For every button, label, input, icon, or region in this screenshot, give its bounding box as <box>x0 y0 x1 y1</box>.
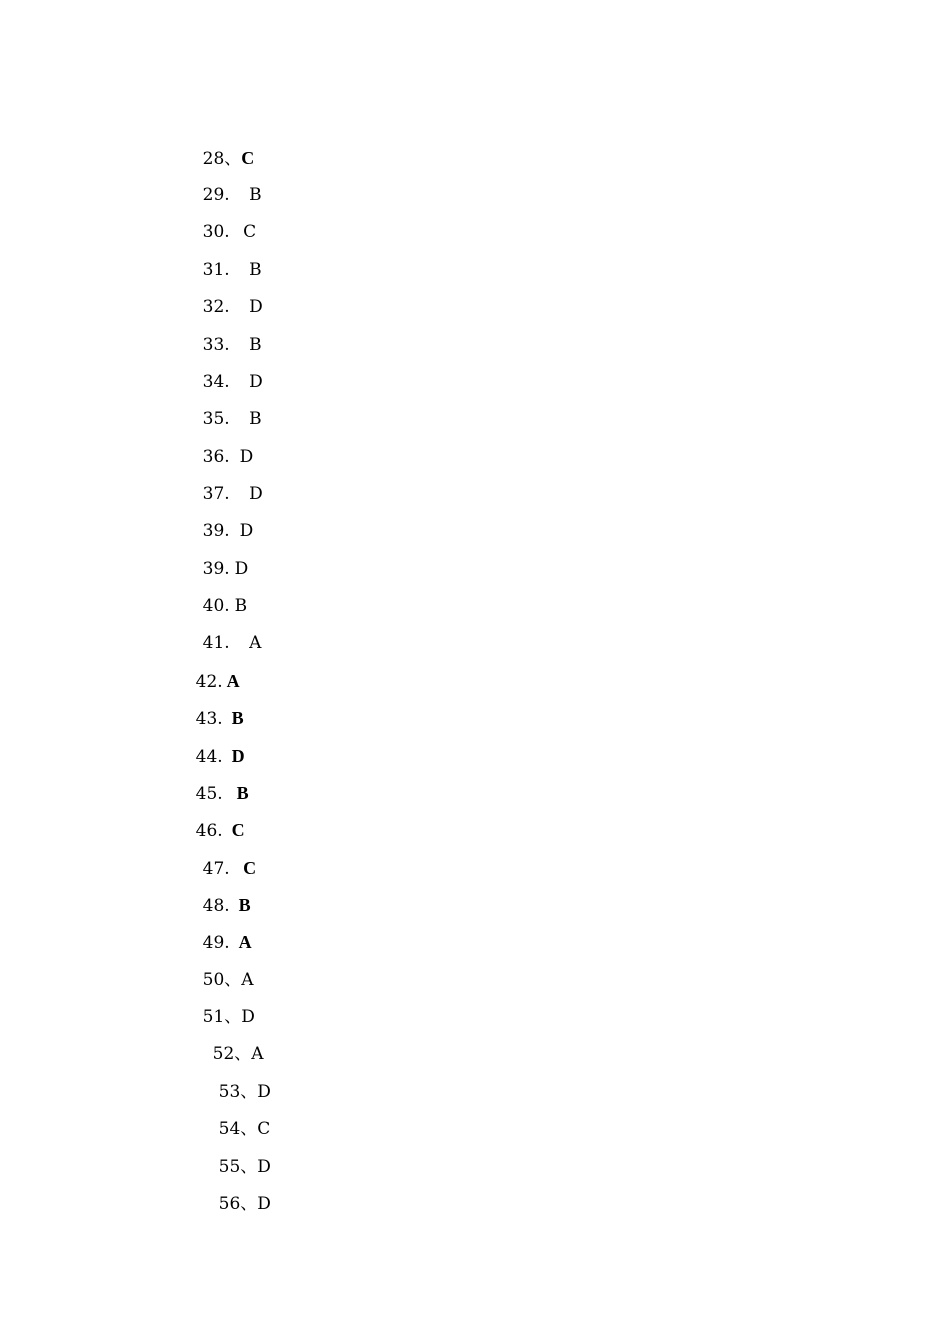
separator: . <box>224 447 230 467</box>
question-number: 34 <box>202 372 225 392</box>
question-number: 41 <box>202 633 225 653</box>
question-number: 42 <box>195 672 218 692</box>
separator: . <box>217 784 223 804</box>
answer-letter: C <box>257 1119 271 1139</box>
question-number: 53 <box>218 1082 241 1102</box>
answer-letter: B <box>249 260 262 280</box>
answer-line-42 <box>174 645 240 692</box>
separator: . <box>224 521 230 541</box>
question-number: 50 <box>202 970 225 990</box>
answer-letter: B <box>231 708 244 728</box>
question-number: 45 <box>195 784 218 804</box>
separator: 、 <box>240 1119 258 1139</box>
answer-line-31 <box>181 234 262 280</box>
separator: . <box>217 709 223 729</box>
answer-line-51 <box>181 981 255 1027</box>
question-number: 51 <box>202 1007 225 1027</box>
answer-line-49 <box>181 906 252 953</box>
answer-letter: C <box>243 858 257 878</box>
answer-line-45 <box>174 757 249 804</box>
separator: . <box>224 896 230 916</box>
separator: . <box>224 596 230 616</box>
answer-letter: D <box>234 559 249 579</box>
separator: . <box>224 484 236 504</box>
answer-letter: B <box>236 783 249 803</box>
separator: . <box>224 372 236 392</box>
question-number: 55 <box>218 1157 241 1177</box>
answer-line-47 <box>181 832 257 879</box>
question-number: 29 <box>202 185 225 205</box>
question-number: 33 <box>202 335 225 355</box>
separator: 、 <box>224 149 242 169</box>
answer-line-32 <box>181 271 263 317</box>
answer-line-46 <box>174 794 245 841</box>
question-number: 43 <box>195 709 218 729</box>
separator: . <box>224 559 230 579</box>
question-number: 49 <box>202 933 225 953</box>
answer-letter: D <box>249 372 263 392</box>
answer-letter: D <box>241 1007 255 1027</box>
answer-letter: D <box>257 1157 271 1177</box>
answer-letter: D <box>239 521 254 541</box>
answer-line-29 <box>181 159 262 205</box>
question-number: 36 <box>202 447 225 467</box>
answer-letter: B <box>249 409 262 429</box>
answer-letter: A <box>249 633 262 653</box>
answer-line-40 <box>181 570 248 616</box>
separator: 、 <box>240 1194 258 1214</box>
answer-line-48 <box>181 869 251 916</box>
separator: . <box>217 672 223 692</box>
answer-letter: A <box>238 932 252 952</box>
question-number: 40 <box>202 596 225 616</box>
answer-letter: D <box>249 297 263 317</box>
separator: 、 <box>224 1007 242 1027</box>
question-number: 54 <box>218 1119 241 1139</box>
answer-letter: D <box>231 746 245 766</box>
question-number: 30 <box>202 222 225 242</box>
separator: . <box>224 335 236 355</box>
question-number: 39 <box>202 559 225 579</box>
answer-letter: C <box>241 148 255 168</box>
answer-line-54 <box>197 1093 271 1139</box>
answer-line-43 <box>174 682 244 729</box>
separator: . <box>224 297 236 317</box>
separator: 、 <box>234 1044 252 1064</box>
separator: 、 <box>240 1157 258 1177</box>
question-number: 56 <box>218 1194 241 1214</box>
separator: . <box>217 821 223 841</box>
question-number: 52 <box>212 1044 235 1064</box>
answer-letter: A <box>241 970 254 990</box>
separator: . <box>217 747 223 767</box>
answer-line-36 <box>181 421 254 467</box>
answer-letter: B <box>249 335 262 355</box>
separator: . <box>224 260 236 280</box>
answer-letter: C <box>231 820 245 840</box>
answer-line-55 <box>197 1131 271 1177</box>
answer-letter: B <box>238 895 251 915</box>
answer-line-28 <box>181 122 255 169</box>
answer-letter: D <box>249 484 263 504</box>
question-number: 31 <box>202 260 225 280</box>
answer-line-33 <box>181 309 262 355</box>
separator: 、 <box>224 970 242 990</box>
answer-letter: D <box>257 1082 271 1102</box>
question-number: 37 <box>202 484 225 504</box>
answer-letter: B <box>249 185 262 205</box>
separator: 、 <box>240 1082 258 1102</box>
answer-line-39b <box>181 533 249 579</box>
answer-line-35 <box>181 383 262 429</box>
answer-line-34 <box>181 346 263 392</box>
question-number: 35 <box>202 409 225 429</box>
separator: . <box>224 933 230 953</box>
separator: . <box>224 185 236 205</box>
answer-line-50 <box>181 944 254 990</box>
answer-line-41 <box>181 607 262 653</box>
answer-letter: B <box>234 596 248 616</box>
answer-letter: A <box>226 671 240 691</box>
answer-line-39a <box>181 495 254 541</box>
separator: . <box>224 859 236 879</box>
separator: . <box>224 222 236 242</box>
answer-line-44 <box>174 720 245 767</box>
answer-letter: D <box>257 1194 271 1214</box>
question-number: 44 <box>195 747 218 767</box>
answer-line-53 <box>197 1056 271 1102</box>
answer-line-56 <box>197 1168 271 1214</box>
answer-line-37 <box>181 458 263 504</box>
question-number: 32 <box>202 297 225 317</box>
question-number: 46 <box>195 821 218 841</box>
separator: . <box>224 409 236 429</box>
answer-letter: C <box>243 222 257 242</box>
question-number: 48 <box>202 896 225 916</box>
answer-letter: A <box>251 1044 264 1064</box>
answer-line-30 <box>181 196 257 242</box>
answer-line-52 <box>191 1018 264 1064</box>
question-number: 39 <box>202 521 225 541</box>
separator: . <box>224 633 236 653</box>
question-number: 47 <box>202 859 225 879</box>
question-number: 28 <box>202 149 225 169</box>
answer-letter: D <box>239 447 254 467</box>
